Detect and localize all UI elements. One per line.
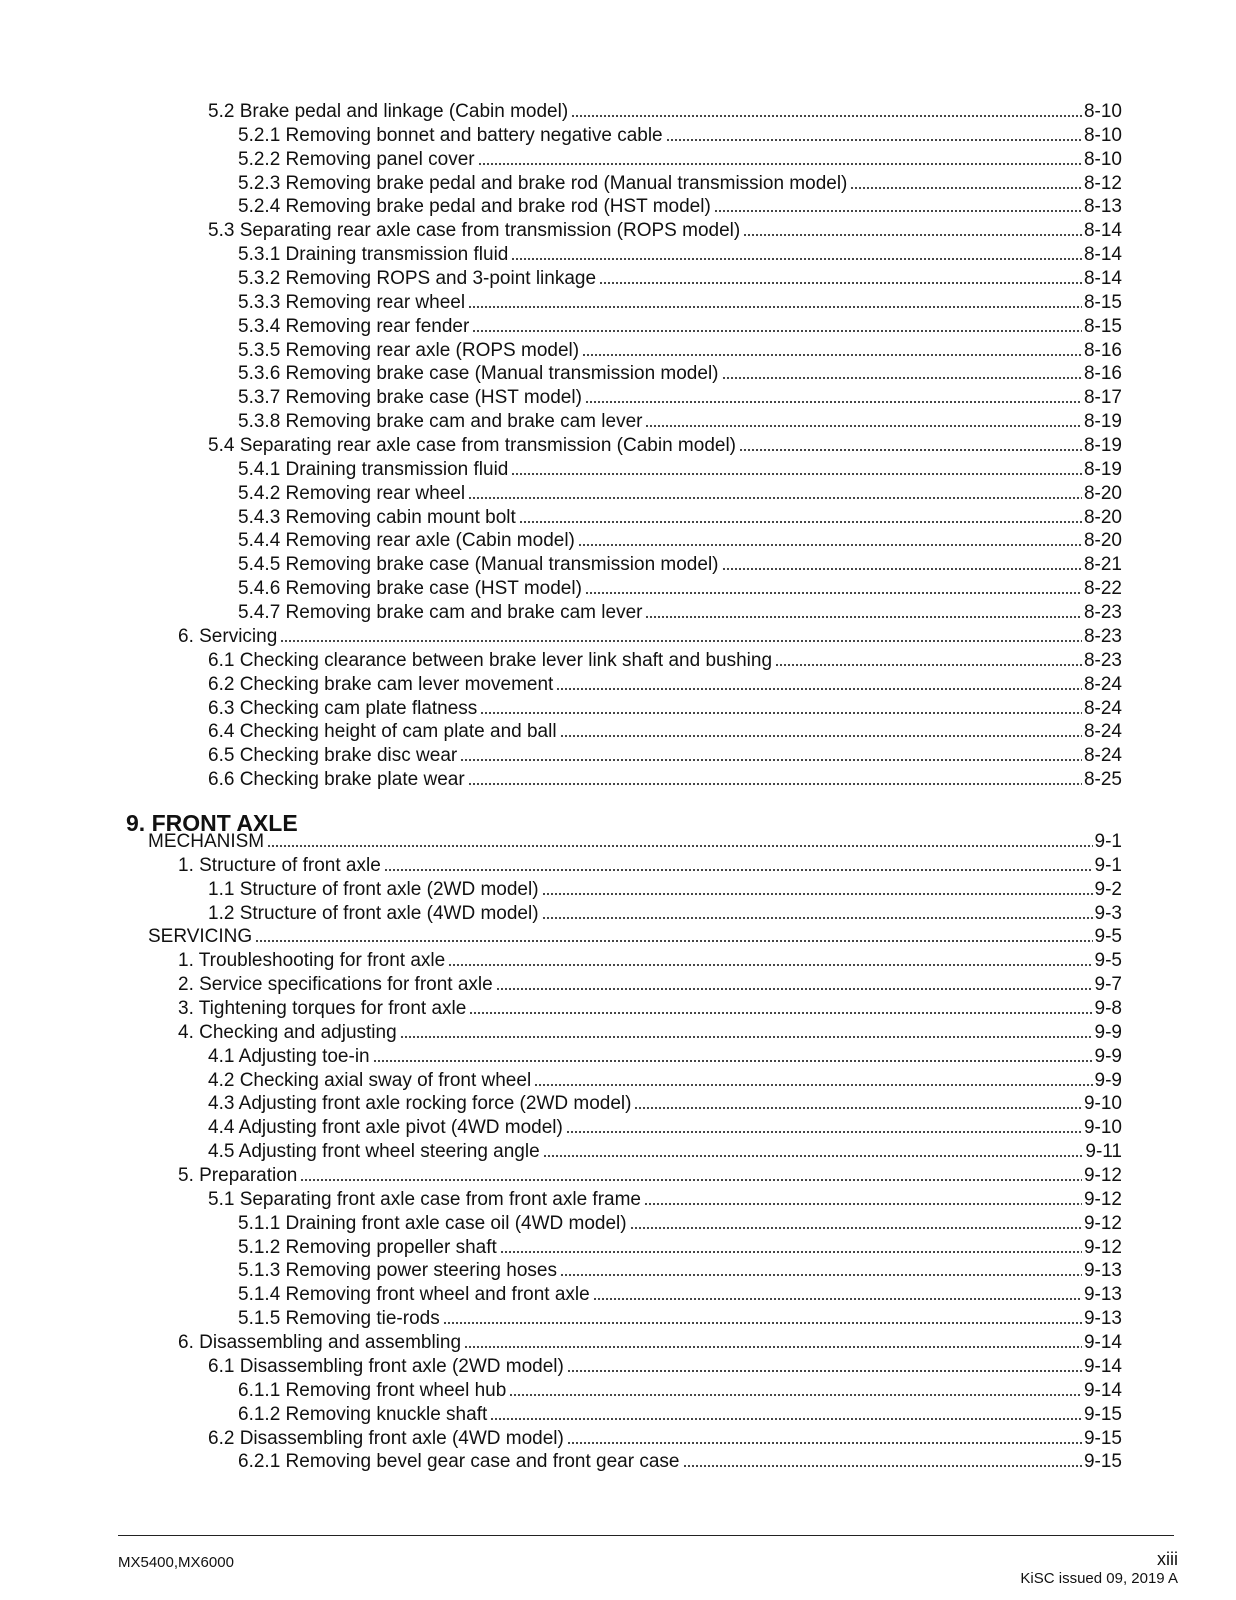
toc-entry-page: 9-9 <box>1094 1069 1122 1091</box>
toc-entry[interactable] <box>238 1449 1122 1473</box>
dot-leader <box>534 1083 1092 1087</box>
dot-leader <box>722 376 1082 380</box>
toc-entry[interactable] <box>238 290 1122 314</box>
toc-entry-title: MECHANISM <box>148 831 265 852</box>
dot-leader <box>542 892 1093 896</box>
toc-entry[interactable] <box>238 338 1122 362</box>
toc-entry-title: 5.2.3 Removing brake pedal and brake rod (Manual transmission model) <box>238 172 848 194</box>
toc-entry-title: 6.2 Checking brake cam lever movement <box>208 673 554 695</box>
toc-entry[interactable] <box>208 719 1122 743</box>
toc-entry-page: 9-1 <box>1094 831 1122 852</box>
toc-entry-title: 4.2 Checking axial sway of front wheel <box>208 1069 532 1091</box>
dot-leader <box>666 138 1082 142</box>
toc-entry-title: 5.4 Separating rear axle case from transmission (Cabin model) <box>208 435 737 457</box>
toc-entry-page: 9-9 <box>1094 1021 1122 1043</box>
toc-entry[interactable] <box>208 218 1122 242</box>
toc-entry-page: 9-3 <box>1094 902 1122 924</box>
dot-leader <box>567 1441 1082 1445</box>
toc-entry-page: 8-23 <box>1083 649 1122 671</box>
toc-entry-title: 6.6 Checking brake plate wear <box>208 769 465 791</box>
toc-entry-page: 8-19 <box>1083 411 1122 433</box>
footer-issued: KiSC issued 09, 2019 A <box>1020 1570 1178 1587</box>
toc-entry-page: 9-5 <box>1094 926 1122 948</box>
toc-entry-page: 8-10 <box>1083 124 1122 146</box>
toc-entry-title: 5.4.6 Removing brake case (HST model) <box>238 578 582 600</box>
dot-leader <box>478 162 1082 166</box>
toc-entry-title: 4.5 Adjusting front wheel steering angle <box>208 1141 540 1163</box>
toc-entry-title: 6.1 Checking clearance between brake lever link shaft and bushing <box>208 649 773 671</box>
toc-entry[interactable] <box>208 767 1122 791</box>
dot-leader <box>722 567 1082 571</box>
dot-leader <box>683 1464 1082 1468</box>
toc-entry-title: 1. Troubleshooting for front axle <box>178 950 446 972</box>
dot-leader <box>560 734 1082 738</box>
toc-entry[interactable] <box>208 1068 1122 1092</box>
toc-entry-page: 9-12 <box>1083 1165 1122 1187</box>
dot-leader <box>630 1226 1082 1230</box>
toc-entry-title: 5.1.1 Draining front axle case oil (4WD model) <box>238 1212 627 1234</box>
toc-entry[interactable] <box>208 743 1122 767</box>
dot-leader <box>645 615 1081 619</box>
dot-leader <box>543 1154 1084 1158</box>
dot-leader <box>567 1369 1082 1373</box>
toc-entry-title: 5.3.3 Removing rear wheel <box>238 291 466 313</box>
toc-entry-page: 9-1 <box>1094 854 1122 876</box>
toc-entry-title: 5.1.3 Removing power steering hoses <box>238 1260 557 1282</box>
toc-entry[interactable] <box>238 147 1122 171</box>
toc-entry-page: 9-15 <box>1083 1403 1122 1425</box>
dot-leader <box>469 1011 1092 1015</box>
toc-entry[interactable] <box>238 505 1122 529</box>
toc-entry-title: 5.3.2 Removing ROPS and 3-point linkage <box>238 268 597 290</box>
dot-leader <box>644 1202 1082 1206</box>
dot-leader <box>443 1321 1082 1325</box>
toc-entry-title: 4.4 Adjusting front axle pivot (4WD model) <box>208 1117 563 1139</box>
toc-entry[interactable] <box>148 924 1122 948</box>
toc-entry[interactable] <box>208 648 1122 672</box>
dot-leader <box>850 186 1082 190</box>
dot-leader <box>593 1297 1082 1301</box>
section-heading: 9. FRONT AXLE <box>126 810 298 836</box>
toc-entry-page: 8-16 <box>1083 339 1122 361</box>
toc-entry-page: 8-20 <box>1083 506 1122 528</box>
toc-entry[interactable] <box>238 528 1122 552</box>
toc-entry-title: 5.1.4 Removing front wheel and front axle <box>238 1284 590 1306</box>
dot-leader <box>714 209 1082 213</box>
toc-entry-page: 9-14 <box>1083 1355 1122 1377</box>
toc-entry-page: 8-17 <box>1083 387 1122 409</box>
toc-entry-page: 9-10 <box>1083 1093 1122 1115</box>
dot-leader <box>511 257 1082 261</box>
toc-entry-page: 9-5 <box>1094 950 1122 972</box>
toc-entry[interactable] <box>208 1115 1122 1139</box>
toc-entry[interactable] <box>178 996 1122 1020</box>
toc-entry-title: 5.2.2 Removing panel cover <box>238 148 475 170</box>
toc-entry-page: 8-20 <box>1083 482 1122 504</box>
toc-entry-title: 6.5 Checking brake disc wear <box>208 745 458 767</box>
dot-leader <box>373 1059 1093 1063</box>
toc-entry[interactable] <box>208 1187 1122 1211</box>
dot-leader <box>645 424 1081 428</box>
dot-leader <box>490 1417 1082 1421</box>
dot-leader <box>400 1035 1093 1039</box>
toc-entry[interactable] <box>238 1211 1122 1235</box>
toc-entry-page: 9-11 <box>1085 1141 1122 1163</box>
toc-entry-page: 8-15 <box>1083 315 1122 337</box>
toc-entry-title: 6.1.1 Removing front wheel hub <box>238 1379 507 1401</box>
toc-entry[interactable] <box>238 1282 1122 1306</box>
dot-leader <box>775 663 1082 667</box>
toc-entry[interactable] <box>208 1044 1122 1068</box>
dot-leader <box>468 496 1082 500</box>
toc-entry[interactable] <box>238 361 1122 385</box>
dot-leader <box>542 916 1093 920</box>
toc-entry-title: 1.1 Structure of front axle (2WD model) <box>208 878 539 900</box>
toc-entry-title: 6.2 Disassembling front axle (4WD model) <box>208 1427 564 1449</box>
toc-entry-page: 9-13 <box>1083 1260 1122 1282</box>
dot-leader <box>480 711 1082 715</box>
dot-leader <box>384 868 1093 872</box>
toc-entry[interactable] <box>208 433 1122 457</box>
toc-entry-page: 8-19 <box>1083 458 1122 480</box>
dot-leader <box>267 844 1092 848</box>
toc-entry[interactable] <box>238 552 1122 576</box>
toc-entry-page: 8-23 <box>1083 625 1122 647</box>
toc-entry[interactable] <box>238 1306 1122 1330</box>
toc-entry-page: 8-10 <box>1083 148 1122 170</box>
toc-entry[interactable] <box>238 314 1122 338</box>
dot-leader <box>280 639 1082 643</box>
toc-entry-title: 5.4.3 Removing cabin mount bolt <box>238 506 516 528</box>
toc-entry[interactable] <box>178 1163 1122 1187</box>
dot-leader <box>460 758 1082 762</box>
toc-entry[interactable] <box>238 481 1122 505</box>
toc-entry-page: 9-15 <box>1083 1451 1122 1473</box>
toc-entry-title: 5.3.7 Removing brake case (HST model) <box>238 387 582 409</box>
toc-entry[interactable] <box>208 1426 1122 1450</box>
toc-entry-page: 8-15 <box>1083 291 1122 313</box>
dot-leader <box>472 329 1082 333</box>
toc-entry-title: 5.1.2 Removing propeller shaft <box>238 1236 497 1258</box>
toc-entry-title: 5.3.5 Removing rear axle (ROPS model) <box>238 339 580 361</box>
dot-leader <box>566 1130 1082 1134</box>
toc-entry-page: 9-14 <box>1083 1379 1122 1401</box>
dot-leader <box>300 1178 1082 1182</box>
toc-entry[interactable] <box>178 972 1122 996</box>
toc-entry-title: 5.3.1 Draining transmission fluid <box>238 244 509 266</box>
toc-entry-title: 1.2 Structure of front axle (4WD model) <box>208 902 539 924</box>
toc-entry-page: 9-2 <box>1094 878 1122 900</box>
footer-divider <box>118 1535 1174 1536</box>
toc-entry-title: 5.3.4 Removing rear fender <box>238 315 470 337</box>
toc-entry-page: 9-7 <box>1094 974 1122 996</box>
toc-entry[interactable] <box>208 696 1122 720</box>
toc-entry-title: 5.1 Separating front axle case from front axle frame <box>208 1188 641 1210</box>
toc-entry[interactable] <box>238 1258 1122 1282</box>
toc-entry-title: 5.2.1 Removing bonnet and battery negative cable <box>238 124 663 146</box>
toc-entry-title: 5.4.5 Removing brake case (Manual transmission model) <box>238 554 719 576</box>
toc-entry[interactable] <box>178 1330 1122 1354</box>
footer-models: MX5400,MX6000 <box>118 1554 234 1571</box>
toc-entry[interactable] <box>178 853 1122 877</box>
toc-entry[interactable] <box>238 242 1122 266</box>
toc-entry[interactable] <box>238 123 1122 147</box>
toc-entry-title: 6.4 Checking height of cam plate and ball <box>208 721 557 743</box>
dot-leader <box>509 1393 1082 1397</box>
toc-entry-title: 3. Tightening torques for front axle <box>178 998 467 1020</box>
toc-entry-page: 8-22 <box>1083 578 1122 600</box>
toc-entry-page: 8-24 <box>1083 673 1122 695</box>
toc-entry-title: SERVICING <box>148 926 253 948</box>
dot-leader <box>519 520 1082 524</box>
toc-entry[interactable] <box>208 99 1122 123</box>
toc-entry-title: 4.3 Adjusting front axle rocking force (2WD model) <box>208 1093 632 1115</box>
toc-entry[interactable] <box>238 457 1122 481</box>
toc-entry[interactable] <box>238 171 1122 195</box>
toc-entry[interactable] <box>238 266 1122 290</box>
toc-entry-page: 8-14 <box>1083 244 1122 266</box>
dot-leader <box>585 591 1082 595</box>
dot-leader <box>464 1345 1082 1349</box>
toc-entry-page: 9-13 <box>1083 1284 1122 1306</box>
toc-entry[interactable] <box>238 576 1122 600</box>
toc-entry-page: 9-12 <box>1083 1212 1122 1234</box>
toc-entry-page: 9-15 <box>1083 1427 1122 1449</box>
toc-entry[interactable] <box>238 409 1122 433</box>
toc-entry-title: 4. Checking and adjusting <box>178 1021 397 1043</box>
toc-entry-title: 6.1 Disassembling front axle (2WD model) <box>208 1355 564 1377</box>
toc-entry-page: 9-12 <box>1083 1188 1122 1210</box>
toc-entry-page: 8-23 <box>1083 602 1122 624</box>
toc-entry-title: 5.2 Brake pedal and linkage (Cabin model) <box>208 101 569 122</box>
toc-entry-page: 8-12 <box>1083 172 1122 194</box>
toc-entry-page: 9-10 <box>1083 1117 1122 1139</box>
toc-entry-title: 6.2.1 Removing bevel gear case and front gear case <box>238 1451 680 1473</box>
toc-entry-title: 5.4.7 Removing brake cam and brake cam lever <box>238 602 643 624</box>
footer-page-number: xiii <box>1157 1549 1178 1569</box>
dot-leader <box>500 1250 1082 1254</box>
dot-leader <box>582 353 1082 357</box>
toc-entry[interactable] <box>238 385 1122 409</box>
dot-leader <box>739 448 1082 452</box>
dot-leader <box>599 281 1082 285</box>
toc-entry[interactable] <box>208 901 1122 925</box>
toc-entry-title: 6.1.2 Removing knuckle shaft <box>238 1403 488 1425</box>
toc-entry-page: 9-9 <box>1094 1045 1122 1067</box>
toc-entry-title: 6. Disassembling and assembling <box>178 1332 462 1354</box>
dot-leader <box>448 963 1092 967</box>
dot-leader <box>255 939 1092 943</box>
toc-entry-title: 5.4.1 Draining transmission fluid <box>238 458 509 480</box>
dot-leader <box>468 782 1082 786</box>
toc-entry-page: 8-16 <box>1083 363 1122 385</box>
toc-entry[interactable] <box>238 1402 1122 1426</box>
toc-entry-page: 8-10 <box>1083 101 1122 122</box>
toc-entry-title: 6.3 Checking cam plate flatness <box>208 697 478 719</box>
toc-entry[interactable] <box>178 1020 1122 1044</box>
dot-leader <box>585 400 1082 404</box>
toc-entry[interactable] <box>208 1091 1122 1115</box>
toc-entry-page: 9-12 <box>1083 1236 1122 1258</box>
dot-leader <box>571 114 1082 118</box>
toc-entry-title: 5.3 Separating rear axle case from transmission (ROPS model) <box>208 220 741 242</box>
dot-leader <box>496 987 1093 991</box>
dot-leader <box>560 1273 1082 1277</box>
toc-entry-title: 4.1 Adjusting toe-in <box>208 1045 370 1067</box>
toc-entry-page: 8-24 <box>1083 697 1122 719</box>
toc-entry-page: 8-19 <box>1083 435 1122 457</box>
dot-leader <box>634 1106 1082 1110</box>
toc-entry-title: 5. Preparation <box>178 1165 298 1187</box>
toc-entry-page: 9-8 <box>1094 998 1122 1020</box>
toc-entry-title: 5.3.6 Removing brake case (Manual transmission model) <box>238 363 719 385</box>
toc-entry[interactable] <box>238 1235 1122 1259</box>
toc-entry-page: 8-24 <box>1083 745 1122 767</box>
toc-entry[interactable] <box>208 877 1122 901</box>
toc-entry[interactable] <box>238 194 1122 218</box>
dot-leader <box>556 687 1082 691</box>
dot-leader <box>743 233 1082 237</box>
toc-entry[interactable] <box>238 1378 1122 1402</box>
toc-entry[interactable] <box>178 948 1122 972</box>
toc-entry-page: 8-20 <box>1083 530 1122 552</box>
toc-entry-page: 8-21 <box>1083 554 1122 576</box>
toc-entry-page: 9-13 <box>1083 1308 1122 1330</box>
toc-entry-page: 8-25 <box>1083 769 1122 791</box>
dot-leader <box>578 543 1082 547</box>
toc-entry-title: 2. Service specifications for front axle <box>178 974 493 996</box>
toc-entry-title: 5.4.2 Removing rear wheel <box>238 482 466 504</box>
toc-entry[interactable] <box>208 1354 1122 1378</box>
toc-entry-page: 8-24 <box>1083 721 1122 743</box>
toc-entry-page: 8-14 <box>1083 220 1122 242</box>
toc-entry-page: 8-14 <box>1083 268 1122 290</box>
toc-entry[interactable] <box>238 600 1122 624</box>
toc-entry-page: 9-14 <box>1083 1332 1122 1354</box>
toc-entry-title: 5.3.8 Removing brake cam and brake cam lever <box>238 411 643 433</box>
toc-entry-title: 5.4.4 Removing rear axle (Cabin model) <box>238 530 575 552</box>
toc-entry[interactable] <box>178 624 1122 648</box>
toc-entry-title: 5.2.4 Removing brake pedal and brake rod (HST model) <box>238 196 711 218</box>
dot-leader <box>468 305 1082 309</box>
toc-entry-title: 1. Structure of front axle <box>178 854 381 876</box>
dot-leader <box>511 472 1082 476</box>
toc-entry[interactable] <box>208 672 1122 696</box>
toc-entry-title: 6. Servicing <box>178 625 278 647</box>
toc-entry-page: 8-13 <box>1083 196 1122 218</box>
toc-entry[interactable] <box>208 1139 1122 1163</box>
toc-entry-title: 5.1.5 Removing tie-rods <box>238 1308 440 1330</box>
